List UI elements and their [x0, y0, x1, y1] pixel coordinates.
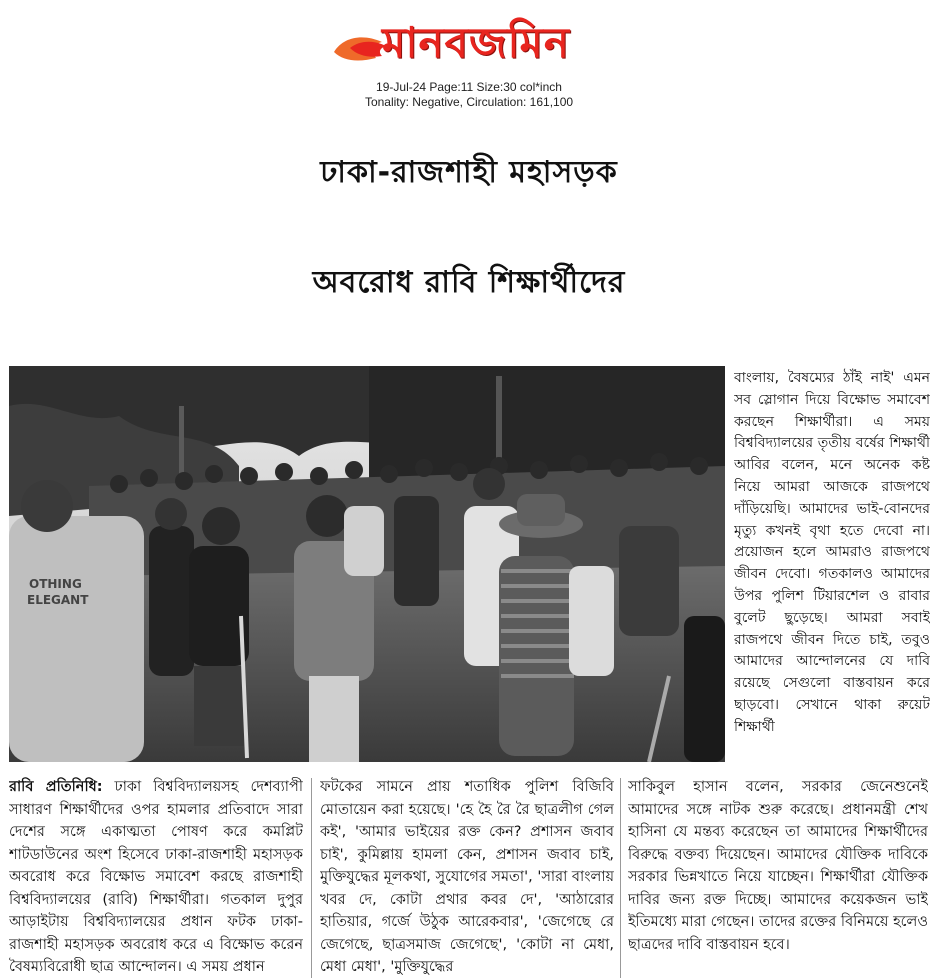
- article-column-1-text: ঢাকা বিশ্ববিদ্যালয়সহ দেশব্যাপী সাধারণ শিক্ষার্থীদের ওপর হামলার প্রতিবাদে সারা দেশের সঙ্গে একাত্মতা পোষণ করে কমপ্লিট শাটডাউনের অংশ হিসেবে ঢাকা-রাজশাহী মহাসড়ক অবরোধ করে বিক্ষোভ সমাবেশ করছে রাজশাহী বিশ্ববিদ্যালয়ের (রাবি) শিক্ষার্থীরা। গতকাল দুপুর আড়াইটায় বিশ্ববিদ্যালয়ের প্রধান ফটক ঢাকা-রাজশাহী মহাসড়ক অবরোধ করে এ বিক্ষোভ করেন বৈষম্যবিরোধী ছাত্র আন্দোলন। এ সময় প্রধান: [9, 779, 303, 975]
- column-divider-2: [620, 778, 621, 978]
- article-column-2: ফটকের সামনে প্রায় শতাধিক পুলিশ বিজিবি মোতায়েন করা হয়েছে। 'হে হৈ রৈ রৈ ছাত্রলীগ গেল কই', 'আমার ভাইয়ের রক্ত কেন? প্রশাসন জবাব চাই', কুমিল্লায় হামলা কেন, প্রশাসন জবাব চাই, মুক্তিযুদ্ধের মূলকথা, সুযোগের সমতা', 'সারা বাংলায় খবর দে, কোটা প্রথার কবর দে', 'আঠারোর হাতিয়ার, গর্জে উঠুক আরেকবার', 'জেগেছে রে জেগেছে, ছাত্রসমাজ জেগেছে', 'কোটা না মেধা, মেধা মেধা', 'মুক্তিযুদ্ধের: [320, 779, 614, 975]
- clipping-meta: [0, 80, 938, 110]
- news-photo: [9, 366, 725, 762]
- article-right-column: বাংলায়, বৈষম্যের ঠাঁই নাই' এমন সব স্লোগান দিয়ে বিক্ষোভ সমাবেশ করছেন শিক্ষার্থীরা। এ সময় বিশ্ববিদ্যালয়ের তৃতীয় বর্ষের শিক্ষার্থী আবির বলেন, মনে অনেক কষ্ট নিয়ে আমরা আজকে রাজপথে দাঁড়িয়েছি। আমাদের ভাই-বোনদের মৃত্যু কখনই বৃথা হতে দেবো না। প্রয়োজন হলে আমরাও রাজপথে জীবন দেবো। গতকালও আমাদের উপর পুলিশ টিয়ারশেল ও রাবার বুলেট ছুড়েছে। আমরা সবাই রাজপথে জীবন দিতে চাই, তবুও আমাদের আন্দোলনের যে দাবি রয়েছে সেগুলো বাস্তবায়ন করে ছাড়বো। সেখানে থাকা রুয়েট শিক্ষার্থী: [734, 370, 930, 735]
- shirt-print-2: ELEGANT: [27, 593, 89, 607]
- headline: [0, 118, 938, 338]
- shirt-print-1: OTHING: [29, 577, 82, 591]
- newspaper-logo: মানবজমিন: [382, 18, 570, 67]
- reporter-byline: রাবি প্রতিনিধি:: [9, 779, 103, 795]
- headline-line-1: ঢাকা-রাজশাহী মহাসড়ক: [320, 155, 618, 190]
- headline-line-2: অবরোধ রাবি শিক্ষার্থীদের: [312, 265, 626, 300]
- article-column-1: [9, 776, 303, 980]
- column-divider-1: [311, 778, 312, 978]
- protest-crowd-photo: [9, 366, 725, 762]
- clipping-meta-date: 19-Jul-24 Page:11 Size:30 col*inch: [376, 80, 562, 94]
- clipping-meta-tonality: Tonality: Negative, Circulation: 161,100: [364, 95, 574, 109]
- masthead: [0, 0, 938, 112]
- article-column-3: সাকিবুল হাসান বলেন, সরকার জেনেশুনেই আমাদের সঙ্গে নাটক শুরু করেছে। প্রধানমন্ত্রী শেখ হাসিনা যে মন্তব্য করেছেন তা আমাদের শিক্ষার্থীদের বিরুদ্ধে বক্তব্য দিয়েছেন। আমাদের যৌক্তিক দাবিকে সরকার ভিন্নখাতে নিয়ে যাচ্ছেন। শিক্ষার্থীরা যৌক্তিক দাবির জন্য রক্ত দিচ্ছে। আমাদের কয়েকজন ভাই ইতিমধ্যে মারা গেছেন। তাদের রক্তের বিনিময়ে হলেও ছাত্রদের দাবি বাস্তবায়ন হবে।: [628, 779, 928, 953]
